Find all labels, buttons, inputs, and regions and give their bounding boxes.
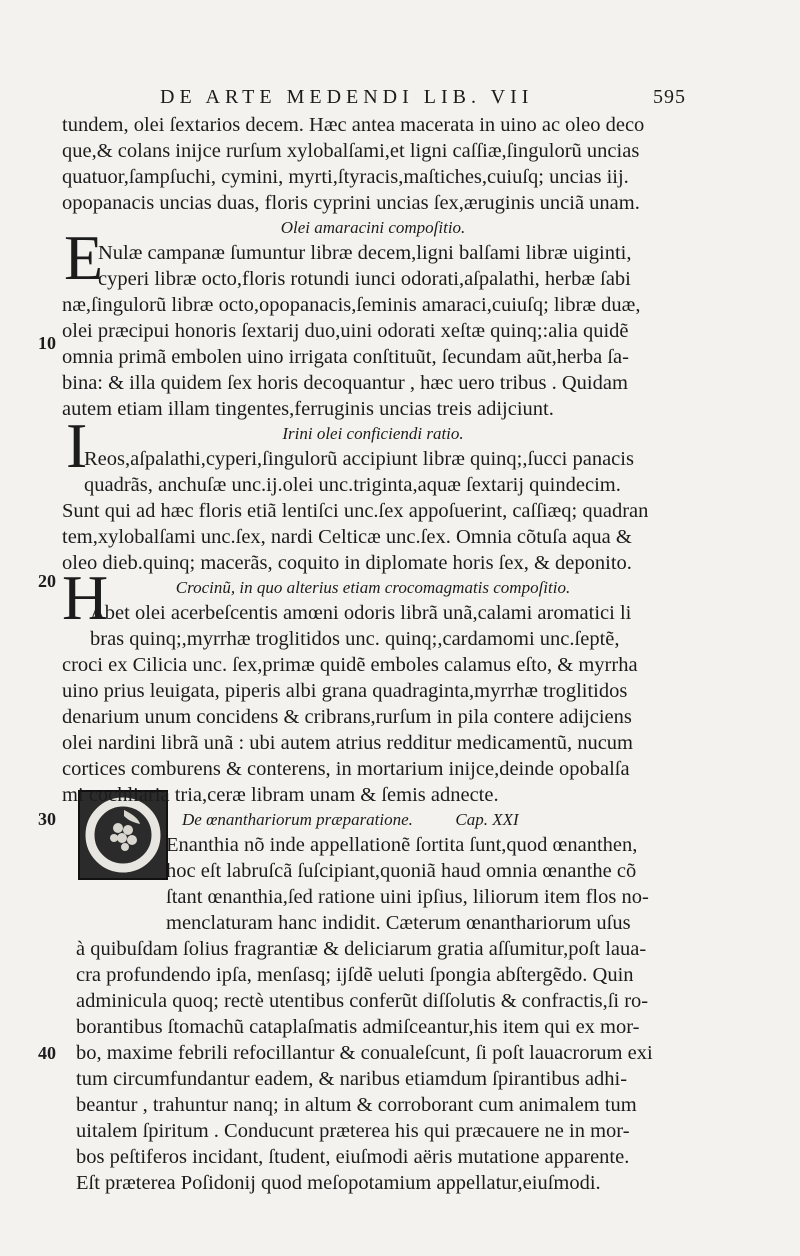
section-heading: Crocinũ, in quo alterius etiam crocomagmatis compoſitio. — [175, 578, 571, 597]
text-line: bos peſtiferos incidant, ſtudent, eiuſmodi aëris mutatione apparente. — [76, 1146, 630, 1168]
text-line: oleo dieb.quinq; macerãs, coquito in diplomate horis ſex, & deponito. — [62, 552, 632, 574]
initial-letter-i: I — [66, 410, 88, 481]
margin-line-number: 20 — [38, 571, 56, 591]
text-line: ſtant œnanthia,ſed ratione uini ipſius, liliorum item flos no- — [166, 886, 649, 908]
page-text — [62, 112, 684, 1196]
text-line: tum circumfundantur eadem, & naribus etiamdum ſpirantibus adhi- — [76, 1068, 628, 1090]
margin-line-number: 10 — [38, 333, 56, 353]
section-heading: Irini olei conficiendi ratio. — [282, 424, 464, 443]
margin-line-number: 40 — [38, 1043, 56, 1063]
text-line: Sunt qui ad hæc floris etiã lentiſci unc.ſex appoſuerint, caſſiæq; quadran — [62, 500, 649, 522]
text-line: beantur , trahuntur nanq; in altum & corroborant cum animalem tum — [76, 1094, 637, 1116]
text-line: menclaturam hanc indidit. Cæterum œnanthariorum uſus — [166, 912, 631, 934]
initial-letter-h: H — [62, 562, 109, 633]
running-title: DE ARTE MEDENDI LIB. VII — [160, 86, 534, 108]
text-line: hoc eſt labruſcã ſuſcipiant,quoniã haud omnia œnanthe cõ — [166, 860, 637, 882]
text-line: croci ex Cilicia unc. ſex,primæ quidẽ emboles calamus eſto, & myrrha — [62, 654, 638, 676]
text-line: denarium unum concidens & cribrans,rurſum in pila contere adijciens — [62, 706, 632, 728]
text-line: næ,ſingulorũ libræ octo,opopanacis,ſeminis amaraci,cuiuſq; libræ duæ, — [62, 294, 641, 316]
page-number: 595 — [653, 86, 686, 108]
initial-letter-e: E — [64, 222, 104, 293]
text-line: borantibus ſtomachũ cataplaſmatis admiſceantur,his item qui ex mor- — [76, 1016, 640, 1038]
text-line: uitalem ſpiritum . Conducunt præterea his qui præcauere ne in mor- — [76, 1120, 630, 1142]
text-line: mi cochliaria tria,ceræ libram unam & ſemis adnecte. — [62, 784, 499, 806]
text-line: cortices comburens & conterens, in mortarium inijce,deinde opobalſa — [62, 758, 630, 780]
text-line: Nulæ campanæ ſumuntur libræ decem,ligni balſami libræ uiginti, — [98, 242, 632, 264]
text-line: que,& colans inijce rurſum xylobalſami,et ligni caſſiæ,ſingulorũ uncias — [62, 140, 640, 162]
text-line: olei nardini librã unã : ubi autem atrius redditur medicamentũ, nucum — [62, 732, 633, 754]
text-line: quatuor,ſampſuchi, cymini, myrti,ſtyracis,maſtiches,cuiuſq; uncias iij. — [62, 166, 629, 188]
running-header — [160, 86, 686, 109]
text-line: Enanthia nõ inde appellationẽ ſortita ſunt,quod œnanthen, — [166, 834, 638, 856]
text-line: bras quinq;,myrrhæ troglitidos unc. quinq;,cardamomi unc.ſeptẽ, — [90, 628, 620, 650]
section-heading: Olei amaracini compoſitio. — [280, 218, 466, 237]
text-line: tundem, olei ſextarios decem. Hæc antea macerata in uino ac oleo deco — [62, 114, 645, 136]
text-line: quadrãs, anchuſæ unc.ij.olei unc.triginta,aquæ ſextarij quindecim. — [84, 474, 621, 496]
text-line: uino prius leuigata, piperis albi grana quadraginta,myrrhæ troglitidos — [62, 680, 628, 702]
text-line: Abet olei acerbeſcentis amœni odoris librã unã,calami aromatici li — [90, 602, 632, 624]
text-line: omnia primã embolen uino irrigata conſtituũt, ſecundam aũt,herba ſa- — [62, 346, 629, 368]
text-line: bina: & illa quidem ſex horis decoquantur , hæc uero tribus . Quidam — [62, 372, 628, 394]
text-line: à quibuſdam ſolius fragrantiæ & deliciarum gratia aſſumitur,poſt laua- — [76, 938, 647, 960]
text-line: bo, maxime febrili refocillantur & conualeſcunt, ſi poſt lauacrorum exi — [76, 1042, 653, 1064]
text-line: autem etiam illam tingentes,ferruginis uncias treis adijciunt. — [62, 398, 554, 420]
text-line: cra profundendo ipſa, menſasq; ijſdẽ ueluti ſpongia abſtergẽdo. Quin — [76, 964, 634, 986]
text-line: olei præcipui honoris ſextarij duo,uini odorati xeſtæ quinq;:alia quidẽ — [62, 320, 629, 342]
text-line: opopanacis uncias duas, floris cyprini uncias ſex,æruginis unciã unam. — [62, 192, 640, 214]
text-line: Eſt præterea Poſidonij quod meſopotamium appellatur,eiuſmodi. — [76, 1172, 601, 1194]
text-line: adminicula quoq; rectè utentibus conferũt diſſolutis & confractis,ſi ro- — [76, 990, 649, 1012]
text-line: Reos,aſpalathi,cyperi,ſingulorũ accipiunt libræ quinq;,ſucci panacis — [84, 448, 634, 470]
text-line: tem,xylobalſami unc.ſex, nardi Celticæ unc.ſex. Omnia cõtuſa aqua & — [62, 526, 632, 548]
chapter-heading: De œnanthariorum præparatione. Cap. XXI — [182, 810, 519, 829]
margin-line-number: 30 — [38, 809, 56, 829]
text-line: cyperi libræ octo,floris rotundi iunci odorati,aſpalathi, herbæ ſabi — [98, 268, 631, 290]
